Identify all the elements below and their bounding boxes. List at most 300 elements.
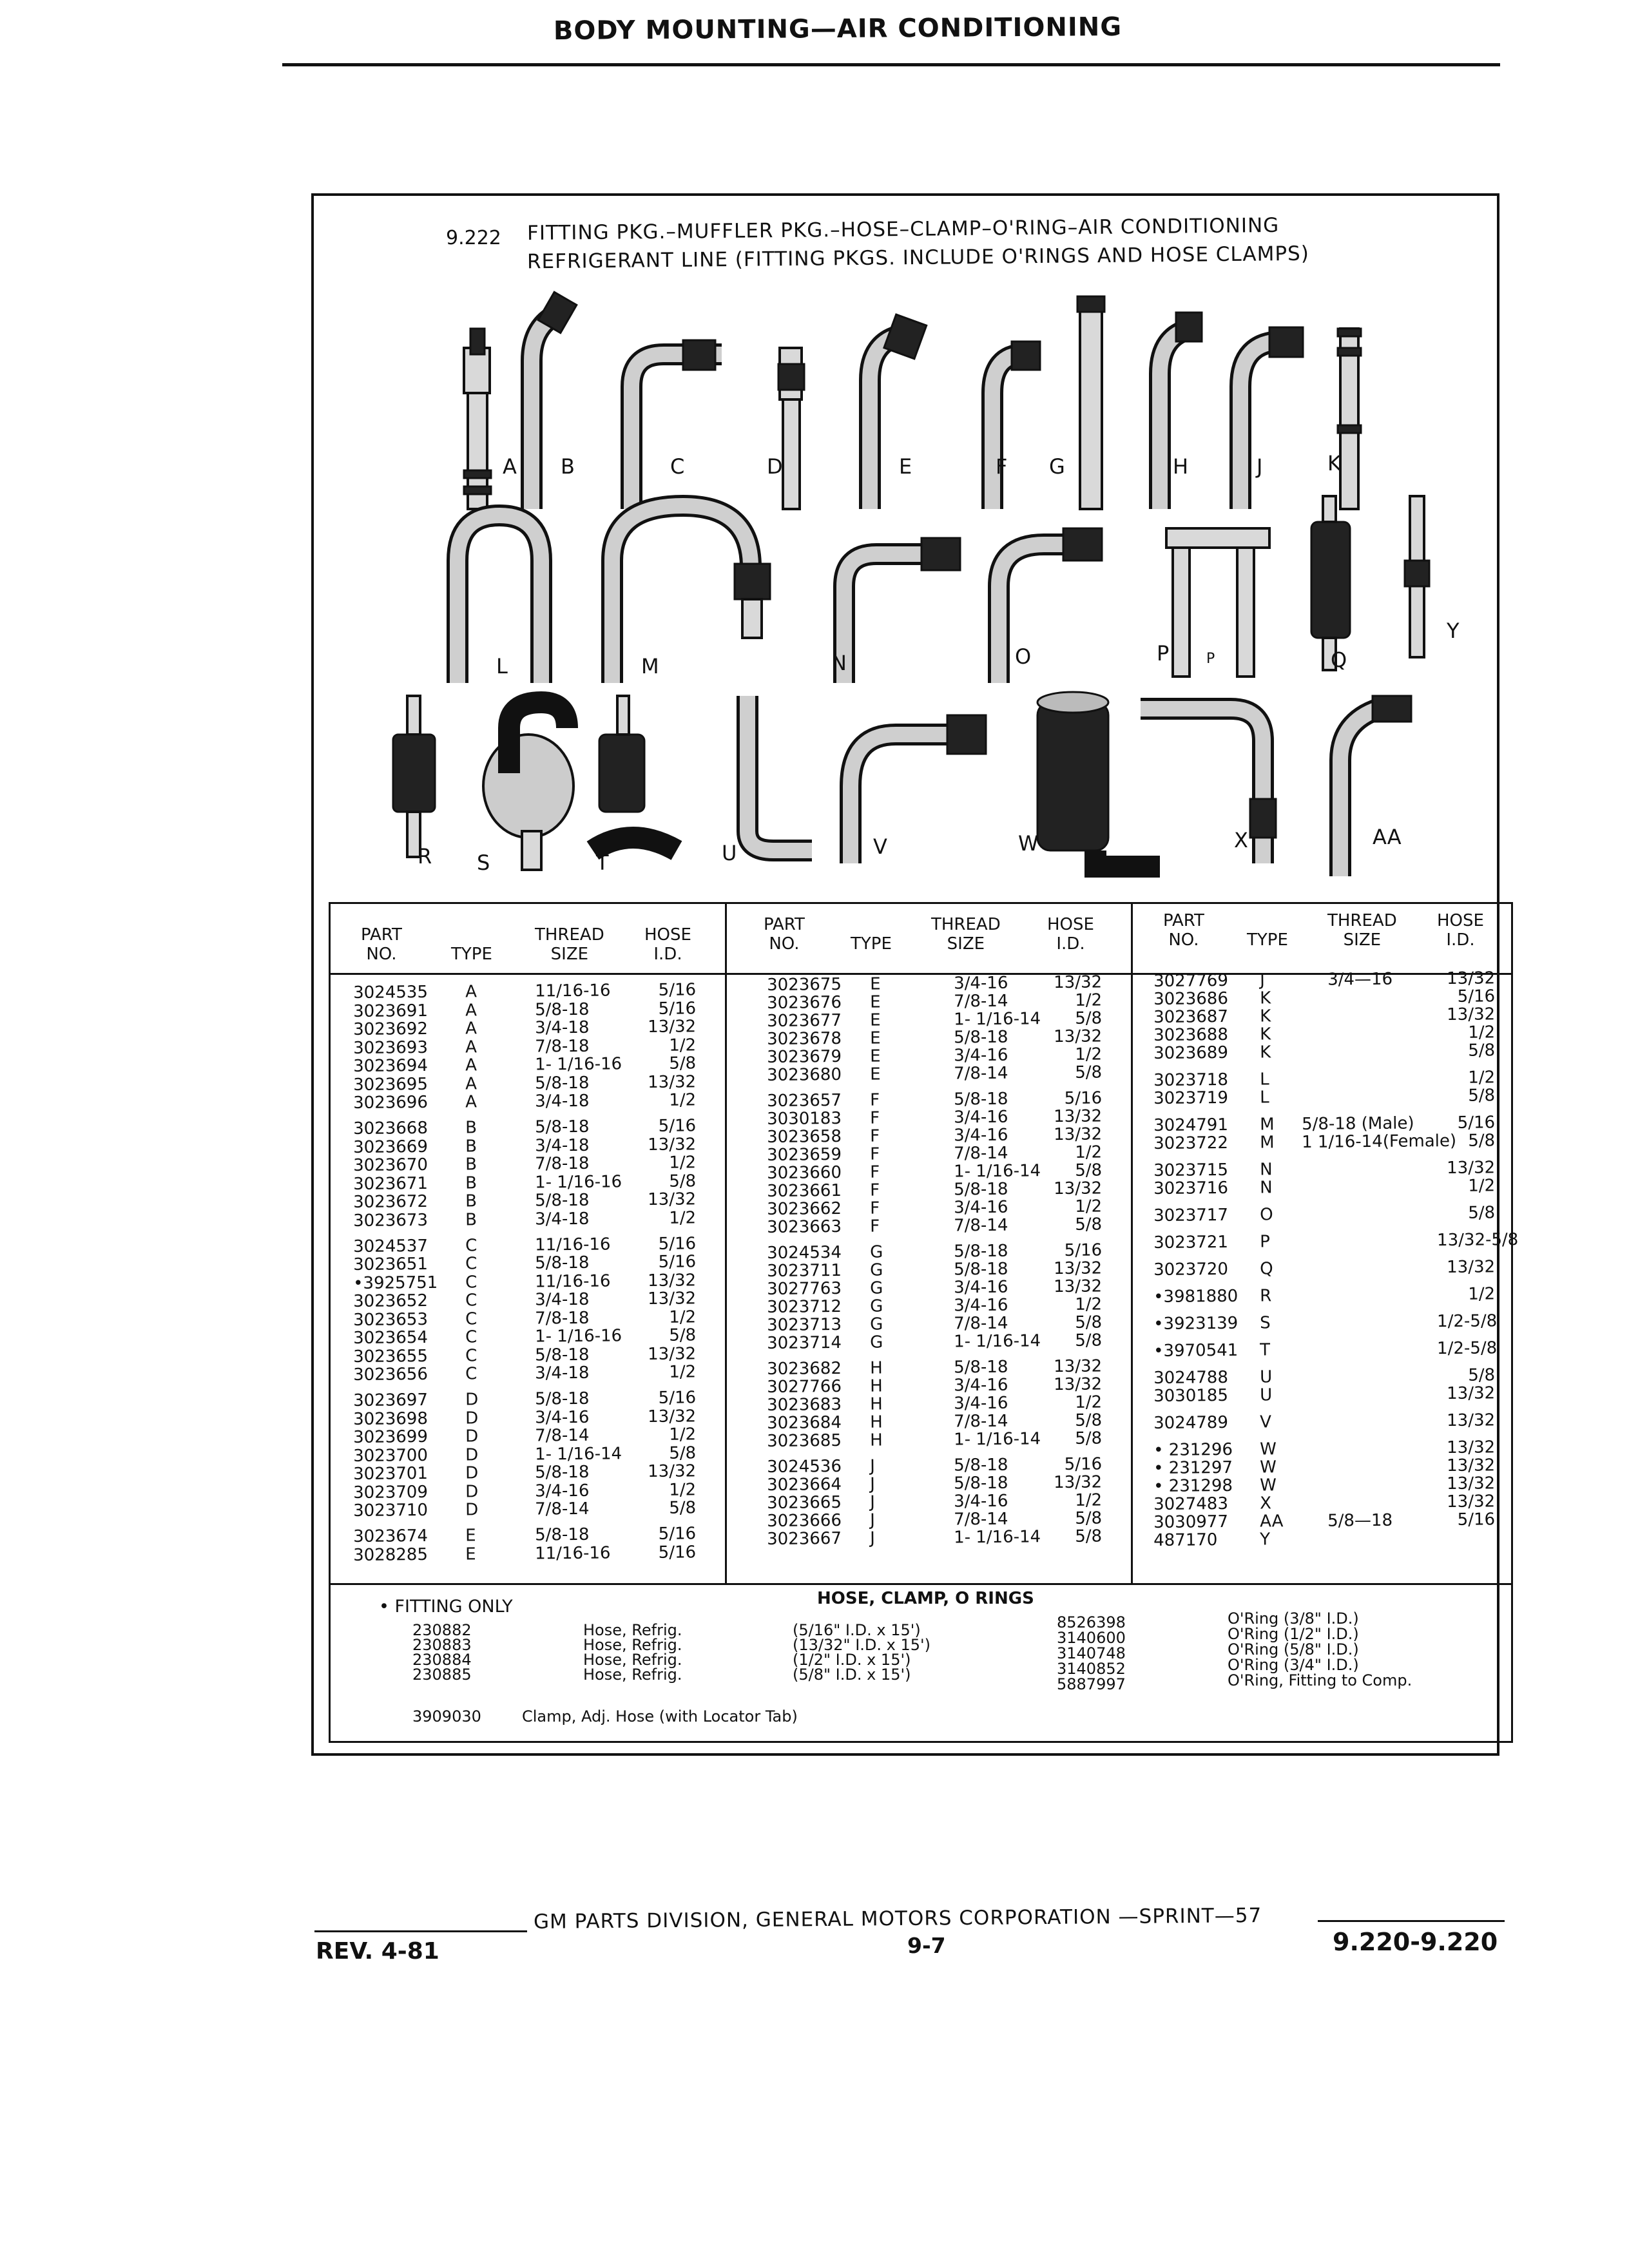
thread-size: 7/8-14 (953, 1313, 1008, 1334)
thread-size: 3/4-16 (953, 1375, 1008, 1396)
hose-part-number: 230885 (412, 1666, 472, 1684)
col-header-type: TYPE (851, 934, 892, 954)
column-divider (725, 902, 727, 1585)
part-type: J (869, 1492, 875, 1512)
part-type: A (465, 1055, 477, 1075)
part-number: 3027766 (767, 1376, 842, 1397)
fitting-label: J (1257, 454, 1263, 479)
part-type: D (465, 1427, 479, 1446)
thread-size: 5/8-18 (534, 1524, 590, 1545)
part-number: 3024535 (353, 982, 429, 1003)
part-number: 3023713 (767, 1314, 842, 1335)
thread-size: 3/4-18 (534, 1289, 590, 1310)
fitting-v-icon (851, 715, 986, 863)
part-number: 3023688 (1153, 1024, 1229, 1045)
hose-description: Hose, Refrig. (583, 1621, 682, 1639)
part-number: 3023664 (767, 1474, 842, 1495)
oring-part-number: 5887997 (1057, 1675, 1126, 1693)
part-type: J (869, 1474, 875, 1494)
col-header-part: PART NO. (1163, 911, 1204, 950)
hose-id: 13/32 (1447, 1437, 1496, 1458)
part-type: T (1259, 1340, 1271, 1360)
part-number: 3023695 (353, 1074, 429, 1095)
part-number: 3023678 (767, 1028, 842, 1049)
col-header-hose: HOSE I.D. (644, 925, 691, 964)
thread-size: 3/4-16 (953, 1491, 1008, 1512)
fitting-label: A (503, 454, 517, 479)
part-number: 3023655 (353, 1346, 429, 1367)
part-type: H (869, 1412, 883, 1432)
fitting-label: P (1157, 641, 1170, 666)
hose-id: 1/2 (1075, 990, 1103, 1010)
thread-size: 5/8-18 (953, 1241, 1008, 1262)
part-number: 3023684 (767, 1412, 842, 1433)
part-type: D (465, 1463, 479, 1483)
part-number: • 231296 (1153, 1439, 1233, 1460)
hose-id: 1/2 (669, 1207, 697, 1228)
fitting-label: B (561, 454, 575, 479)
part-type: P (1259, 1232, 1270, 1252)
oring-description: O'Ring, Fitting to Comp. (1228, 1671, 1412, 1689)
hose-description: Hose, Refrig. (583, 1666, 682, 1684)
part-number: 3023680 (767, 1064, 842, 1085)
hose-part-number: 230883 (412, 1636, 472, 1654)
part-number: 3023687 (1153, 1006, 1229, 1027)
thread-size: 5/8-18 (534, 1253, 590, 1273)
hose-id: 1/2 (1468, 1284, 1496, 1304)
thread-size: 7/8-14 (953, 1215, 1008, 1236)
part-number: 3023709 (353, 1482, 429, 1503)
hose-id: 13/32 (1054, 1124, 1103, 1145)
part-number: 3023668 (353, 1118, 429, 1139)
part-type: E (465, 1544, 476, 1564)
part-type: C (465, 1345, 477, 1365)
hose-part-number: 230884 (412, 1651, 472, 1669)
part-type: A (465, 1092, 477, 1112)
oring-part-number: 3140748 (1057, 1644, 1126, 1662)
part-type: L (1259, 1070, 1269, 1090)
part-number: 3024789 (1153, 1412, 1229, 1433)
part-number: 3023698 (353, 1408, 429, 1429)
part-type: E (869, 1046, 881, 1066)
hose-id: 1/2 (1075, 1294, 1103, 1314)
part-type: G (869, 1296, 883, 1316)
part-type: D (465, 1500, 479, 1520)
hose-id: 5/8 (1075, 1215, 1103, 1235)
part-type: H (869, 1430, 883, 1450)
fitting-u-icon (747, 696, 812, 850)
thread-size: 3/4-18 (534, 1209, 590, 1229)
oring-description: O'Ring (1/2" I.D.) (1228, 1625, 1359, 1643)
thread-size: 5/8-18 (953, 1455, 1008, 1475)
hose-id: 13/32 (1054, 1106, 1103, 1127)
part-type: N (1259, 1178, 1273, 1198)
thread-size: 11/16-16 (534, 1235, 611, 1255)
hose-id: 1/2 (1468, 1176, 1496, 1196)
fitting-p-icon (1166, 528, 1269, 677)
hose-id: 5/8 (669, 1325, 697, 1345)
part-type: C (465, 1272, 477, 1292)
part-type: K (1259, 1043, 1271, 1062)
part-type: C (465, 1364, 477, 1384)
hose-id: 13/32 (1447, 1410, 1496, 1431)
hose-id: 13/32 (1447, 1474, 1496, 1494)
notes-title: HOSE, CLAMP, O RINGS (817, 1589, 1034, 1608)
col-header-type: TYPE (1247, 930, 1288, 950)
part-number: 3023665 (767, 1492, 842, 1513)
oring-description: O'Ring (3/8" I.D.) (1228, 1610, 1359, 1628)
hose-id: 5/16 (658, 1388, 697, 1408)
part-number: 3023652 (353, 1291, 429, 1311)
hose-id: 13/32 (1054, 1356, 1103, 1377)
fitting-label: L (496, 654, 508, 678)
hose-id: 5/16 (658, 1542, 697, 1562)
oring-description: O'Ring (5/8" I.D.) (1228, 1640, 1359, 1658)
part-number: 3023685 (767, 1430, 842, 1451)
footer-rule-left (314, 1930, 527, 1932)
thread-size: 1- 1/16-16 (534, 1054, 622, 1075)
hose-id: 13/32 (648, 1343, 697, 1364)
part-type: G (869, 1278, 883, 1298)
part-type: F (869, 1090, 880, 1110)
oring-part-number: 3140600 (1057, 1629, 1126, 1647)
fitting-label: O (1015, 644, 1032, 669)
part-number: • 231297 (1153, 1457, 1233, 1478)
thread-size: 3/4-16 (534, 1481, 590, 1501)
hose-id: 5/8 (1468, 1203, 1496, 1223)
clamp-description: Clamp, Adj. Hose (with Locator Tab) (522, 1707, 798, 1725)
part-type: M (1259, 1133, 1275, 1153)
thread-size: 1- 1/16-14 (953, 1429, 1041, 1450)
part-number: 3023667 (767, 1528, 842, 1549)
part-number: 3023679 (767, 1046, 842, 1067)
hose-id: 5/16 (1064, 1454, 1103, 1474)
fitting-label: Q (1331, 648, 1347, 672)
part-number: 3023696 (353, 1092, 429, 1113)
part-number: • 231298 (1153, 1475, 1233, 1496)
part-type: B (465, 1173, 477, 1193)
part-type: H (869, 1358, 883, 1378)
fitting-label: X (1234, 828, 1248, 852)
part-type: E (869, 992, 881, 1012)
part-type: B (465, 1136, 477, 1156)
header-rule (282, 63, 1500, 66)
hose-id: 5/8 (1075, 1508, 1103, 1528)
fitting-m-icon (612, 506, 770, 683)
caption-line-1: FITTING PKG.–MUFFLER PKG.–HOSE–CLAMP–O'RING–AIR CONDITIONING (526, 213, 1280, 245)
part-number: 3023656 (353, 1364, 429, 1385)
hose-id: 13/32 (648, 1134, 697, 1155)
hose-id: 13/32 (1447, 1004, 1496, 1025)
hose-description: Hose, Refrig. (583, 1651, 682, 1669)
thread-size: 5/8-18 (953, 1027, 1008, 1048)
hose-id: 5/8 (1075, 1526, 1103, 1546)
thread-size: 7/8-14 (534, 1499, 590, 1519)
part-number: 3023722 (1153, 1133, 1229, 1153)
part-number: 3023694 (353, 1055, 429, 1076)
part-type: A (465, 1073, 477, 1093)
part-type: K (1259, 1006, 1271, 1026)
hose-id: 13/32 (1447, 968, 1496, 989)
hose-description: Hose, Refrig. (583, 1636, 682, 1654)
part-number: 3023653 (353, 1309, 429, 1330)
part-type: A (465, 1037, 477, 1057)
fitting-label: K (1327, 451, 1341, 476)
part-number: 3023669 (353, 1137, 429, 1157)
part-number: 3023689 (1153, 1043, 1229, 1063)
part-type: X (1259, 1494, 1272, 1514)
fittings-illustration (361, 284, 1482, 902)
fitting-a-icon (464, 329, 491, 509)
part-number: 3027763 (767, 1278, 842, 1299)
hose-id: 5/16 (658, 998, 697, 1019)
hose-id: 5/8 (669, 1498, 697, 1518)
hose-id: 5/8 (1075, 1160, 1103, 1180)
part-type: R (1259, 1286, 1272, 1306)
part-number: 3030977 (1153, 1512, 1229, 1532)
part-type: H (869, 1394, 883, 1414)
part-type: K (1259, 1024, 1271, 1044)
part-number: 3023699 (353, 1427, 429, 1447)
part-type: W (1259, 1439, 1277, 1459)
part-number: 3027769 (1153, 970, 1229, 991)
page-title: BODY MOUNTING—AIR CONDITIONING (553, 12, 1123, 46)
part-type: G (869, 1314, 883, 1334)
part-number: 3023719 (1153, 1088, 1229, 1108)
hose-id: 5/8 (1468, 1086, 1496, 1106)
part-number: 3023663 (767, 1216, 842, 1237)
hose-id: 1/2-5/8 (1436, 1311, 1498, 1332)
part-type: A (465, 982, 477, 1002)
part-number: 3024536 (767, 1456, 842, 1477)
hose-id: 5/8 (669, 1053, 697, 1073)
col-header-part: PART NO. (361, 925, 402, 964)
part-number: 3023717 (1153, 1205, 1229, 1225)
part-type: D (465, 1390, 479, 1410)
hose-id: 1/2 (669, 1307, 697, 1327)
part-number: 3023718 (1153, 1070, 1229, 1090)
parts-table (329, 902, 1519, 1585)
part-type: Y (1259, 1530, 1271, 1550)
part-number: 3023711 (767, 1260, 842, 1281)
thread-size: 5/8-18 (953, 1473, 1008, 1494)
fitting-f-icon (992, 341, 1040, 509)
hose-id: 13/32 (1054, 1178, 1103, 1199)
part-type: L (1259, 1088, 1269, 1108)
part-number: 3023701 (353, 1463, 429, 1484)
hose-id: 5/8 (1075, 1008, 1103, 1028)
part-type: F (869, 1126, 880, 1146)
hose-id: 5/8 (1468, 1041, 1496, 1061)
column-divider (1131, 902, 1133, 1585)
part-type: U (1259, 1367, 1273, 1387)
thread-size: 1- 1/16-16 (534, 1171, 622, 1193)
hose-id: 13/32 (648, 1289, 697, 1309)
part-type: J (1259, 970, 1265, 990)
part-number: •3981880 (1153, 1286, 1239, 1307)
thread-size: 5/8-18 (534, 1389, 590, 1409)
part-type: B (465, 1118, 477, 1138)
col-header-hose: HOSE I.D. (1437, 911, 1484, 950)
part-number: 3023661 (767, 1180, 842, 1201)
part-number: 3023693 (353, 1037, 429, 1058)
part-type: G (869, 1242, 883, 1262)
hose-id: 5/8 (669, 1443, 697, 1463)
part-number: 3023712 (767, 1296, 842, 1317)
thread-size: 7/8-18 (534, 1036, 590, 1057)
thread-size: 1 1/16-14(Female) (1301, 1131, 1457, 1152)
part-type: F (869, 1216, 880, 1236)
part-type: K (1259, 988, 1271, 1008)
hose-size: (13/32" I.D. x 15') (793, 1636, 930, 1654)
hose-id: 5/8 (1075, 1312, 1103, 1332)
part-type: D (465, 1408, 479, 1428)
hose-id: 13/32 (1447, 1456, 1496, 1476)
part-type: C (465, 1235, 477, 1255)
hose-id: 13/32 (1054, 1026, 1103, 1047)
fitting-label: S (477, 850, 490, 875)
part-type: F (869, 1108, 880, 1128)
page-number: 9-7 (907, 1933, 946, 1958)
part-number: 3024537 (353, 1236, 429, 1256)
thread-size: 7/8-14 (953, 1411, 1008, 1432)
fitting-label: F (996, 454, 1008, 479)
thread-size: 5/8-18 (953, 1259, 1008, 1280)
hose-id: 5/16 (658, 1524, 697, 1544)
part-type: E (869, 1010, 881, 1030)
section-reference: 9.220-9.220 (1333, 1928, 1498, 1956)
hose-id: 5/16 (1064, 1088, 1103, 1108)
fitting-r-icon (393, 696, 435, 857)
thread-size: 3/4-16 (953, 1277, 1008, 1298)
hose-id: 5/8 (1075, 1331, 1103, 1350)
footer-division: GM PARTS DIVISION, GENERAL MOTORS CORPORATION —SPRINT—57 (533, 1904, 1262, 1934)
part-type: AA (1259, 1512, 1284, 1532)
fitting-label: C (670, 454, 685, 479)
caption-line-2: REFRIGERANT LINE (FITTING PKGS. INCLUDE O'RINGS AND HOSE CLAMPS) (526, 242, 1310, 274)
part-type: C (465, 1309, 477, 1329)
hose-id: 1/2 (1075, 1044, 1103, 1064)
fitting-label: Y (1447, 619, 1460, 643)
oring-part-number: 3140852 (1057, 1660, 1126, 1678)
part-type: U (1259, 1385, 1273, 1405)
thread-size: 3/4-16 (534, 1407, 590, 1428)
hose-id: 13/32 (1054, 972, 1103, 993)
fitting-n-icon (844, 538, 960, 683)
part-type: A (465, 1000, 477, 1020)
part-type: H (869, 1376, 883, 1396)
part-type: B (465, 1191, 477, 1211)
hose-id: 5/16 (1457, 1510, 1496, 1530)
part-number: 3024791 (1153, 1115, 1229, 1135)
part-type: F (869, 1162, 880, 1182)
hose-size: (5/16" I.D. x 15') (793, 1621, 921, 1639)
fitting-label: V (873, 834, 887, 859)
part-number: 3023673 (353, 1210, 429, 1231)
col-header-thread: THREAD SIZE (535, 925, 604, 964)
hose-id: 1/2 (669, 1153, 697, 1173)
part-type: E (869, 1028, 881, 1048)
part-number: 3023720 (1153, 1259, 1229, 1280)
hose-id: 5/16 (658, 980, 697, 1000)
thread-size: 1- 1/16-16 (534, 1326, 622, 1347)
part-number: 487170 (1153, 1530, 1218, 1550)
hose-id: 5/16 (1064, 1240, 1103, 1260)
fitting-label: R (418, 844, 432, 869)
part-number: 3023697 (353, 1390, 429, 1410)
thread-size: 3/4-16 (953, 1107, 1008, 1128)
part-type: N (1259, 1160, 1273, 1180)
part-number: 3023659 (767, 1144, 842, 1165)
thread-size: 5/8-18 (534, 1190, 590, 1211)
part-type: E (465, 1526, 476, 1546)
fitting-label: U (722, 841, 737, 865)
part-type: F (869, 1144, 880, 1164)
thread-size: 7/8-18 (534, 1308, 590, 1329)
thread-size: 1- 1/16-14 (534, 1443, 622, 1465)
hose-id: 13/32-5/8 (1436, 1230, 1519, 1251)
fitting-label: W (1018, 831, 1039, 856)
part-number: 3023674 (353, 1526, 429, 1546)
thread-size: 5/8-18 (534, 999, 590, 1020)
thread-size: 7/8-14 (953, 1509, 1008, 1530)
hose-id: 1/2 (669, 1479, 697, 1500)
thread-size: 11/16-16 (534, 1271, 611, 1292)
thread-size: 3/4—16 (1327, 969, 1393, 990)
thread-size: 5/8-18 (534, 1345, 590, 1365)
thread-size: 3/4-18 (534, 1363, 590, 1383)
part-number: 3023682 (767, 1358, 842, 1379)
fitting-label: D (767, 454, 783, 479)
part-number: 3023692 (353, 1019, 429, 1039)
hose-id: 13/32 (1447, 1158, 1496, 1178)
fitting-c-icon (631, 340, 722, 509)
part-number: 3023714 (767, 1332, 842, 1353)
part-number: 3023651 (353, 1254, 429, 1274)
part-type: W (1259, 1457, 1277, 1477)
part-number: 3023716 (1153, 1178, 1229, 1198)
part-type: D (465, 1481, 479, 1501)
part-number: •3923139 (1153, 1313, 1239, 1334)
part-number: •3925751 (353, 1273, 438, 1293)
thread-size: 1- 1/16-14 (953, 1331, 1041, 1352)
hose-id: 13/32 (1447, 1257, 1496, 1278)
col-header-part: PART NO. (764, 915, 805, 954)
part-type: C (465, 1327, 477, 1347)
part-type: E (869, 974, 881, 994)
part-number: 3023700 (353, 1445, 429, 1466)
part-number: 3023660 (767, 1162, 842, 1183)
col-header-thread: THREAD SIZE (931, 915, 1001, 954)
thread-size: 5/8-18 (953, 1089, 1008, 1110)
hose-id: 5/8 (669, 1171, 697, 1191)
part-number: 3023672 (353, 1191, 429, 1212)
col-header-thread: THREAD SIZE (1327, 911, 1397, 950)
hose-id: 13/32 (1447, 1492, 1496, 1512)
thread-size: 3/4-16 (953, 973, 1008, 994)
oring-description: O'Ring (3/4" I.D.) (1228, 1656, 1359, 1674)
thread-size: 3/4-18 (534, 1135, 590, 1156)
part-type: G (869, 1332, 883, 1352)
fitting-label: AA (1373, 825, 1402, 849)
part-type: C (465, 1291, 477, 1311)
hose-id: 5/8 (1075, 1410, 1103, 1430)
part-type: C (465, 1254, 477, 1274)
thread-size: 5/8-18 (534, 1462, 590, 1483)
part-number: 3024534 (767, 1242, 842, 1263)
part-number: 3023657 (767, 1090, 842, 1111)
part-number: 3023683 (767, 1394, 842, 1415)
